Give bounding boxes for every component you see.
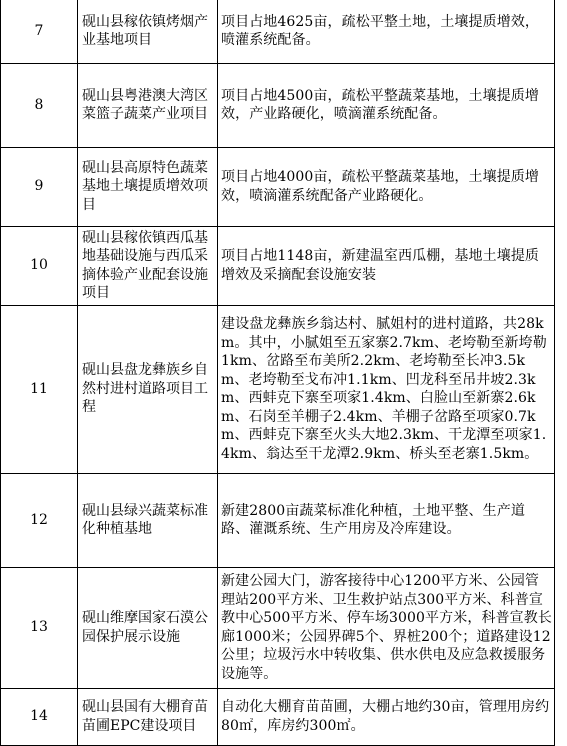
project-description: 项目占地4000亩，疏松平整蔬菜基地，土壤提质增效，喷滴灌系统配备产业路硬化。 (218, 147, 555, 226)
project-name: 砚山县绿兴蔬菜标准化种植基地 (78, 473, 218, 567)
table-row (1, 0, 555, 63)
project-name: 砚山维摩国家石漠公园保护展示设施 (78, 567, 218, 688)
project-description: 项目占地4500亩，疏松平整蔬菜基地，土壤提质增效，产业路硬化，喷滴灌系统配备。 (218, 63, 555, 147)
project-description: 自动化大棚育苗苗圃，大棚占地约30亩，管理用房约80㎡，库房约300㎡。 (218, 688, 555, 745)
row-number: 7 (1, 0, 78, 63)
project-name: 砚山县高原特色蔬菜基地土壤提质增效项目 (78, 147, 218, 226)
project-name: 砚山县粤港澳大湾区菜篮子蔬菜产业项目 (78, 63, 218, 147)
row-number: 12 (1, 473, 78, 567)
table-row (1, 305, 555, 473)
project-description: 项目占地1148亩，新建温室西瓜棚，基地土壤提质增效及采摘配套设施安装 (218, 226, 555, 305)
project-name: 砚山县稼依镇西瓜基地基础设施与西瓜采摘体验产业配套设施项目 (78, 226, 218, 305)
row-number: 10 (1, 226, 78, 305)
project-name: 砚山县国有大棚育苗苗圃EPC建设项目 (78, 688, 218, 745)
table-row (1, 226, 555, 305)
row-number: 8 (1, 63, 78, 147)
project-name: 砚山县盘龙彝族乡自然村进村道路项目工程 (78, 305, 218, 473)
table-row (1, 63, 555, 147)
table-row (1, 688, 555, 745)
project-description: 项目占地4625亩，疏松平整土地，土壤提质增效，喷灌系统配备。 (218, 0, 555, 63)
table-row (1, 473, 555, 567)
project-description: 新建公园大门，游客接待中心1200平方米、公园管理站200平方米、卫生救护站点300平方米、科普宣教中心500平方米、停车场3000平方米，科普宣教长廊1000米；公园界碑5个、界桩200个；道路建设12公里；垃圾污水中转收集、供水供电及应急救援服务设施等。 (218, 567, 555, 688)
row-number: 11 (1, 305, 78, 473)
project-name: 砚山县稼依镇烤烟产业基地项目 (78, 0, 218, 63)
row-number: 14 (1, 688, 78, 745)
project-description: 新建2800亩蔬菜标准化种植，土地平整、生产道路、灌溉系统、生产用房及冷库建设。 (218, 473, 555, 567)
row-number: 9 (1, 147, 78, 226)
project-description: 建设盘龙彝族乡翁达村、腻姐村的进村道路，共28km。其中，小腻姐至五家寨2.7km、老垮勒至新垮勒1km、岔路至布美所2.2km、老垮勒至长冲3.5km、老垮勒至戈布冲1.1km、凹龙科至吊井坡2.3km、西蚌克下寨至项家1.4km、白脸山至新寨2.6km、石岗至羊棚子2.4km、羊棚子岔路至项家0.7km、西蚌克下寨至火头大地2.3km、干龙潭至项家1.4km、翁达至干龙潭2.9km、桥头至老寨1.5km。 (218, 305, 555, 473)
table-row (1, 147, 555, 226)
table-row (1, 567, 555, 688)
row-number: 13 (1, 567, 78, 688)
